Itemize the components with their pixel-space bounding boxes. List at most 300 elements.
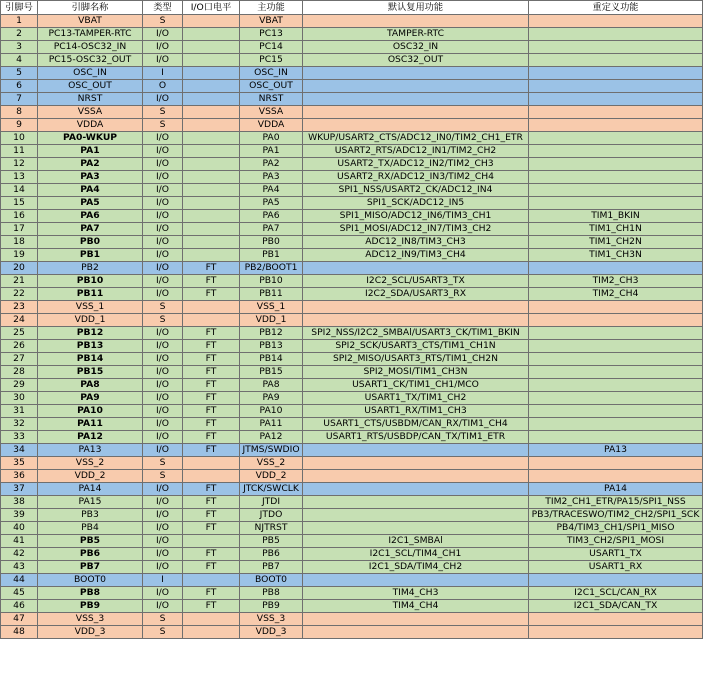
pin-number-cell: 26 xyxy=(1,340,38,353)
pin-number-cell: 19 xyxy=(1,249,38,262)
default-alt-function-cell xyxy=(303,444,529,457)
io-level-cell: FT xyxy=(183,509,240,522)
remap-function-cell xyxy=(529,158,703,171)
default-alt-function-cell: I2C2_SDA/USART3_RX xyxy=(303,288,529,301)
pin-number-cell: 21 xyxy=(1,275,38,288)
io-level-cell: FT xyxy=(183,366,240,379)
pin-name-cell: PA8 xyxy=(38,379,143,392)
type-cell: I/O xyxy=(143,600,183,613)
default-alt-function-cell xyxy=(303,93,529,106)
type-cell: I/O xyxy=(143,522,183,535)
table-row xyxy=(1,15,703,28)
type-cell: I/O xyxy=(143,496,183,509)
pin-number-cell: 28 xyxy=(1,366,38,379)
table-row xyxy=(1,366,703,379)
remap-function-cell: TIM1_CH1N xyxy=(529,223,703,236)
default-alt-function-cell: USART2_RX/ADC12_IN3/TIM2_CH4 xyxy=(303,171,529,184)
type-cell: I/O xyxy=(143,444,183,457)
main-function-cell: PB6 xyxy=(240,548,303,561)
table-row xyxy=(1,171,703,184)
main-function-cell: PB10 xyxy=(240,275,303,288)
remap-function-cell xyxy=(529,626,703,639)
remap-function-cell xyxy=(529,262,703,275)
remap-function-cell xyxy=(529,457,703,470)
io-level-cell: FT xyxy=(183,431,240,444)
pin-name-cell: PA4 xyxy=(38,184,143,197)
remap-function-cell xyxy=(529,379,703,392)
header-pin-number: 引脚号 xyxy=(1,1,38,15)
default-alt-function-cell xyxy=(303,119,529,132)
pin-number-cell: 24 xyxy=(1,314,38,327)
table-row xyxy=(1,457,703,470)
table-row xyxy=(1,392,703,405)
default-alt-function-cell: SPI2_MISO/USART3_RTS/TIM1_CH2N xyxy=(303,353,529,366)
pin-name-cell: PB6 xyxy=(38,548,143,561)
type-cell: I/O xyxy=(143,366,183,379)
header-type: 类型 xyxy=(143,1,183,15)
pin-name-cell: PC14-OSC32_IN xyxy=(38,41,143,54)
pin-number-cell: 38 xyxy=(1,496,38,509)
pin-number-cell: 34 xyxy=(1,444,38,457)
default-alt-function-cell xyxy=(303,301,529,314)
pin-name-cell: PB13 xyxy=(38,340,143,353)
pin-number-cell: 45 xyxy=(1,587,38,600)
type-cell: I/O xyxy=(143,54,183,67)
io-level-cell xyxy=(183,158,240,171)
main-function-cell: PB0 xyxy=(240,236,303,249)
default-alt-function-cell: USART1_RX/TIM1_CH3 xyxy=(303,405,529,418)
remap-function-cell: TIM1_CH2N xyxy=(529,236,703,249)
table-row xyxy=(1,262,703,275)
main-function-cell: OSC_OUT xyxy=(240,80,303,93)
pin-name-cell: PA9 xyxy=(38,392,143,405)
pin-number-cell: 47 xyxy=(1,613,38,626)
io-level-cell: FT xyxy=(183,587,240,600)
default-alt-function-cell: USART1_TX/TIM1_CH2 xyxy=(303,392,529,405)
main-function-cell: PB13 xyxy=(240,340,303,353)
type-cell: S xyxy=(143,301,183,314)
pin-name-cell: PB12 xyxy=(38,327,143,340)
main-function-cell: NJTRST xyxy=(240,522,303,535)
io-level-cell xyxy=(183,41,240,54)
io-level-cell xyxy=(183,80,240,93)
pin-number-cell: 23 xyxy=(1,301,38,314)
type-cell: I/O xyxy=(143,210,183,223)
pin-name-cell: PA6 xyxy=(38,210,143,223)
io-level-cell xyxy=(183,171,240,184)
table-row xyxy=(1,405,703,418)
io-level-cell xyxy=(183,574,240,587)
type-cell: I/O xyxy=(143,548,183,561)
remap-function-cell xyxy=(529,15,703,28)
default-alt-function-cell xyxy=(303,483,529,496)
main-function-cell: PA3 xyxy=(240,171,303,184)
pin-name-cell: PB14 xyxy=(38,353,143,366)
type-cell: I/O xyxy=(143,535,183,548)
pin-name-cell: VDD_2 xyxy=(38,470,143,483)
io-level-cell: FT xyxy=(183,418,240,431)
type-cell: I/O xyxy=(143,418,183,431)
type-cell: I/O xyxy=(143,431,183,444)
main-function-cell: PC15 xyxy=(240,54,303,67)
table-row xyxy=(1,431,703,444)
io-level-cell: FT xyxy=(183,483,240,496)
pin-number-cell: 3 xyxy=(1,41,38,54)
type-cell: S xyxy=(143,470,183,483)
type-cell: I/O xyxy=(143,236,183,249)
type-cell: S xyxy=(143,457,183,470)
pin-name-cell: OSC_IN xyxy=(38,67,143,80)
io-level-cell xyxy=(183,119,240,132)
table-row xyxy=(1,509,703,522)
io-level-cell xyxy=(183,145,240,158)
main-function-cell: PB7 xyxy=(240,561,303,574)
header-pin-name: 引脚名称 xyxy=(38,1,143,15)
table-row xyxy=(1,548,703,561)
pin-number-cell: 9 xyxy=(1,119,38,132)
io-level-cell xyxy=(183,210,240,223)
type-cell: I/O xyxy=(143,249,183,262)
default-alt-function-cell xyxy=(303,15,529,28)
default-alt-function-cell: USART2_TX/ADC12_IN2/TIM2_CH3 xyxy=(303,158,529,171)
default-alt-function-cell: SPI2_MOSI/TIM1_CH3N xyxy=(303,366,529,379)
remap-function-cell xyxy=(529,184,703,197)
default-alt-function-cell: USART2_RTS/ADC12_IN1/TIM2_CH2 xyxy=(303,145,529,158)
main-function-cell: VDDA xyxy=(240,119,303,132)
remap-function-cell xyxy=(529,392,703,405)
main-function-cell: PA2 xyxy=(240,158,303,171)
pin-number-cell: 16 xyxy=(1,210,38,223)
table-row xyxy=(1,54,703,67)
main-function-cell: JTCK/SWCLK xyxy=(240,483,303,496)
type-cell: I/O xyxy=(143,483,183,496)
io-level-cell xyxy=(183,184,240,197)
pin-number-cell: 30 xyxy=(1,392,38,405)
main-function-cell: PA6 xyxy=(240,210,303,223)
table-row xyxy=(1,379,703,392)
pin-number-cell: 17 xyxy=(1,223,38,236)
pin-number-cell: 13 xyxy=(1,171,38,184)
pin-name-cell: PB4 xyxy=(38,522,143,535)
main-function-cell: PA8 xyxy=(240,379,303,392)
main-function-cell: PB15 xyxy=(240,366,303,379)
default-alt-function-cell xyxy=(303,626,529,639)
main-function-cell: PC14 xyxy=(240,41,303,54)
table-row xyxy=(1,522,703,535)
io-level-cell xyxy=(183,67,240,80)
default-alt-function-cell: TIM4_CH3 xyxy=(303,587,529,600)
type-cell: S xyxy=(143,314,183,327)
table-row xyxy=(1,470,703,483)
type-cell: I/O xyxy=(143,405,183,418)
pin-number-cell: 18 xyxy=(1,236,38,249)
type-cell: I/O xyxy=(143,379,183,392)
pin-name-cell: PA2 xyxy=(38,158,143,171)
io-level-cell: FT xyxy=(183,288,240,301)
main-function-cell: VBAT xyxy=(240,15,303,28)
table-row xyxy=(1,249,703,262)
remap-function-cell xyxy=(529,327,703,340)
type-cell: I/O xyxy=(143,561,183,574)
header-main-function: 主功能 xyxy=(240,1,303,15)
main-function-cell: VSSA xyxy=(240,106,303,119)
pin-name-cell: PA3 xyxy=(38,171,143,184)
pin-number-cell: 37 xyxy=(1,483,38,496)
table-row xyxy=(1,535,703,548)
type-cell: I/O xyxy=(143,132,183,145)
main-function-cell: OSC_IN xyxy=(240,67,303,80)
remap-function-cell: TIM3_CH2/SPI1_MOSI xyxy=(529,535,703,548)
pin-name-cell: VDD_3 xyxy=(38,626,143,639)
remap-function-cell xyxy=(529,366,703,379)
type-cell: I/O xyxy=(143,184,183,197)
table-row xyxy=(1,158,703,171)
io-level-cell xyxy=(183,470,240,483)
remap-function-cell xyxy=(529,470,703,483)
header-io-level: I/O口电平 xyxy=(183,1,240,15)
io-level-cell: FT xyxy=(183,379,240,392)
default-alt-function-cell: SPI1_MOSI/ADC12_IN7/TIM3_CH2 xyxy=(303,223,529,236)
io-level-cell: FT xyxy=(183,496,240,509)
default-alt-function-cell: I2C1_SCL/TIM4_CH1 xyxy=(303,548,529,561)
remap-function-cell: PB3/TRACESWO/TIM2_CH2/SPI1_SCK xyxy=(529,509,703,522)
remap-function-cell xyxy=(529,340,703,353)
main-function-cell: VSS_2 xyxy=(240,457,303,470)
pin-number-cell: 7 xyxy=(1,93,38,106)
main-function-cell: VDD_1 xyxy=(240,314,303,327)
type-cell: I/O xyxy=(143,197,183,210)
default-alt-function-cell: OSC32_IN xyxy=(303,41,529,54)
main-function-cell: PB14 xyxy=(240,353,303,366)
pin-name-cell: PA0-WKUP xyxy=(38,132,143,145)
pin-name-cell: NRST xyxy=(38,93,143,106)
table-row xyxy=(1,67,703,80)
pin-name-cell: PA13 xyxy=(38,444,143,457)
table-row xyxy=(1,561,703,574)
pin-name-cell: OSC_OUT xyxy=(38,80,143,93)
pin-name-cell: PB15 xyxy=(38,366,143,379)
pin-number-cell: 14 xyxy=(1,184,38,197)
type-cell: I/O xyxy=(143,158,183,171)
main-function-cell: PA1 xyxy=(240,145,303,158)
table-body xyxy=(1,15,703,639)
default-alt-function-cell: ADC12_IN8/TIM3_CH3 xyxy=(303,236,529,249)
table-row xyxy=(1,119,703,132)
remap-function-cell: PB4/TIM3_CH1/SPI1_MISO xyxy=(529,522,703,535)
default-alt-function-cell xyxy=(303,262,529,275)
remap-function-cell: TIM2_CH1_ETR/PA15/SPI1_NSS xyxy=(529,496,703,509)
remap-function-cell xyxy=(529,67,703,80)
main-function-cell: PB11 xyxy=(240,288,303,301)
io-level-cell xyxy=(183,314,240,327)
pin-number-cell: 1 xyxy=(1,15,38,28)
default-alt-function-cell: SPI1_MISO/ADC12_IN6/TIM3_CH1 xyxy=(303,210,529,223)
table-row xyxy=(1,145,703,158)
pin-number-cell: 29 xyxy=(1,379,38,392)
table-row xyxy=(1,444,703,457)
io-level-cell xyxy=(183,197,240,210)
default-alt-function-cell: I2C1_SDA/TIM4_CH2 xyxy=(303,561,529,574)
default-alt-function-cell xyxy=(303,470,529,483)
pin-name-cell: PA7 xyxy=(38,223,143,236)
type-cell: I xyxy=(143,67,183,80)
main-function-cell: PB1 xyxy=(240,249,303,262)
default-alt-function-cell xyxy=(303,496,529,509)
pin-name-cell: PA12 xyxy=(38,431,143,444)
table-row xyxy=(1,80,703,93)
default-alt-function-cell xyxy=(303,80,529,93)
remap-function-cell: TIM1_CH3N xyxy=(529,249,703,262)
pin-number-cell: 20 xyxy=(1,262,38,275)
pin-number-cell: 35 xyxy=(1,457,38,470)
main-function-cell: PB12 xyxy=(240,327,303,340)
pin-name-cell: PB11 xyxy=(38,288,143,301)
main-function-cell: PA0 xyxy=(240,132,303,145)
default-alt-function-cell: OSC32_OUT xyxy=(303,54,529,67)
pin-number-cell: 36 xyxy=(1,470,38,483)
pin-name-cell: PB8 xyxy=(38,587,143,600)
pin-name-cell: PB3 xyxy=(38,509,143,522)
remap-function-cell: PA13 xyxy=(529,444,703,457)
remap-function-cell: USART1_RX xyxy=(529,561,703,574)
io-level-cell xyxy=(183,28,240,41)
pin-name-cell: PA5 xyxy=(38,197,143,210)
pin-name-cell: VSS_3 xyxy=(38,613,143,626)
table-row xyxy=(1,28,703,41)
pin-name-cell: VSS_1 xyxy=(38,301,143,314)
pin-name-cell: VSS_2 xyxy=(38,457,143,470)
table-row xyxy=(1,288,703,301)
default-alt-function-cell: USART1_CTS/USBDM/CAN_RX/TIM1_CH4 xyxy=(303,418,529,431)
pin-number-cell: 22 xyxy=(1,288,38,301)
remap-function-cell xyxy=(529,106,703,119)
type-cell: S xyxy=(143,119,183,132)
default-alt-function-cell: SPI1_NSS/USART2_CK/ADC12_IN4 xyxy=(303,184,529,197)
default-alt-function-cell xyxy=(303,574,529,587)
type-cell: I xyxy=(143,574,183,587)
remap-function-cell xyxy=(529,171,703,184)
io-level-cell: FT xyxy=(183,522,240,535)
io-level-cell xyxy=(183,15,240,28)
default-alt-function-cell: SPI2_SCK/USART3_CTS/TIM1_CH1N xyxy=(303,340,529,353)
table-row xyxy=(1,340,703,353)
io-level-cell: FT xyxy=(183,275,240,288)
table-row xyxy=(1,574,703,587)
pin-name-cell: PB9 xyxy=(38,600,143,613)
main-function-cell: PB2/BOOT1 xyxy=(240,262,303,275)
default-alt-function-cell: TAMPER-RTC xyxy=(303,28,529,41)
type-cell: I/O xyxy=(143,171,183,184)
table-row xyxy=(1,184,703,197)
type-cell: I/O xyxy=(143,327,183,340)
io-level-cell: FT xyxy=(183,548,240,561)
type-cell: I/O xyxy=(143,41,183,54)
table-header-row xyxy=(1,1,703,15)
main-function-cell: VSS_3 xyxy=(240,613,303,626)
type-cell: I/O xyxy=(143,275,183,288)
pin-name-cell: PB7 xyxy=(38,561,143,574)
main-function-cell: PA12 xyxy=(240,431,303,444)
pin-name-cell: PB0 xyxy=(38,236,143,249)
type-cell: S xyxy=(143,613,183,626)
pin-name-cell: PA15 xyxy=(38,496,143,509)
pin-number-cell: 39 xyxy=(1,509,38,522)
type-cell: I/O xyxy=(143,223,183,236)
main-function-cell: PA4 xyxy=(240,184,303,197)
remap-function-cell xyxy=(529,93,703,106)
remap-function-cell xyxy=(529,41,703,54)
remap-function-cell xyxy=(529,418,703,431)
header-default-alt-function: 默认复用功能 xyxy=(303,1,529,15)
pin-name-cell: PC13-TAMPER-RTC xyxy=(38,28,143,41)
default-alt-function-cell xyxy=(303,509,529,522)
remap-function-cell xyxy=(529,431,703,444)
pin-number-cell: 33 xyxy=(1,431,38,444)
pin-name-cell: PC15-OSC32_OUT xyxy=(38,54,143,67)
pin-number-cell: 44 xyxy=(1,574,38,587)
table-row xyxy=(1,93,703,106)
pin-name-cell: PA1 xyxy=(38,145,143,158)
table-row xyxy=(1,132,703,145)
io-level-cell: FT xyxy=(183,600,240,613)
default-alt-function-cell: I2C1_SMBAl xyxy=(303,535,529,548)
remap-function-cell xyxy=(529,132,703,145)
remap-function-cell: USART1_TX xyxy=(529,548,703,561)
pin-number-cell: 31 xyxy=(1,405,38,418)
io-level-cell xyxy=(183,132,240,145)
pin-name-cell: PB10 xyxy=(38,275,143,288)
main-function-cell: PA5 xyxy=(240,197,303,210)
pin-number-cell: 15 xyxy=(1,197,38,210)
io-level-cell xyxy=(183,249,240,262)
default-alt-function-cell: WKUP/USART2_CTS/ADC12_IN0/TIM2_CH1_ETR xyxy=(303,132,529,145)
io-level-cell xyxy=(183,457,240,470)
remap-function-cell xyxy=(529,301,703,314)
default-alt-function-cell xyxy=(303,67,529,80)
remap-function-cell xyxy=(529,28,703,41)
type-cell: O xyxy=(143,80,183,93)
remap-function-cell xyxy=(529,145,703,158)
main-function-cell: PB9 xyxy=(240,600,303,613)
main-function-cell: BOOT0 xyxy=(240,574,303,587)
table-row xyxy=(1,275,703,288)
default-alt-function-cell: USART1_RTS/USBDP/CAN_TX/TIM1_ETR xyxy=(303,431,529,444)
type-cell: S xyxy=(143,106,183,119)
table-row xyxy=(1,301,703,314)
main-function-cell: PB5 xyxy=(240,535,303,548)
type-cell: I/O xyxy=(143,587,183,600)
remap-function-cell xyxy=(529,54,703,67)
io-level-cell xyxy=(183,613,240,626)
io-level-cell: FT xyxy=(183,405,240,418)
default-alt-function-cell xyxy=(303,522,529,535)
table-row xyxy=(1,600,703,613)
table-row xyxy=(1,197,703,210)
io-level-cell: FT xyxy=(183,561,240,574)
pin-name-cell: PB2 xyxy=(38,262,143,275)
table-row xyxy=(1,496,703,509)
table-row xyxy=(1,483,703,496)
type-cell: I/O xyxy=(143,509,183,522)
type-cell: I/O xyxy=(143,145,183,158)
io-level-cell xyxy=(183,106,240,119)
remap-function-cell xyxy=(529,314,703,327)
pin-name-cell: PA11 xyxy=(38,418,143,431)
type-cell: I/O xyxy=(143,262,183,275)
remap-function-cell: TIM2_CH4 xyxy=(529,288,703,301)
io-level-cell: FT xyxy=(183,262,240,275)
remap-function-cell xyxy=(529,353,703,366)
